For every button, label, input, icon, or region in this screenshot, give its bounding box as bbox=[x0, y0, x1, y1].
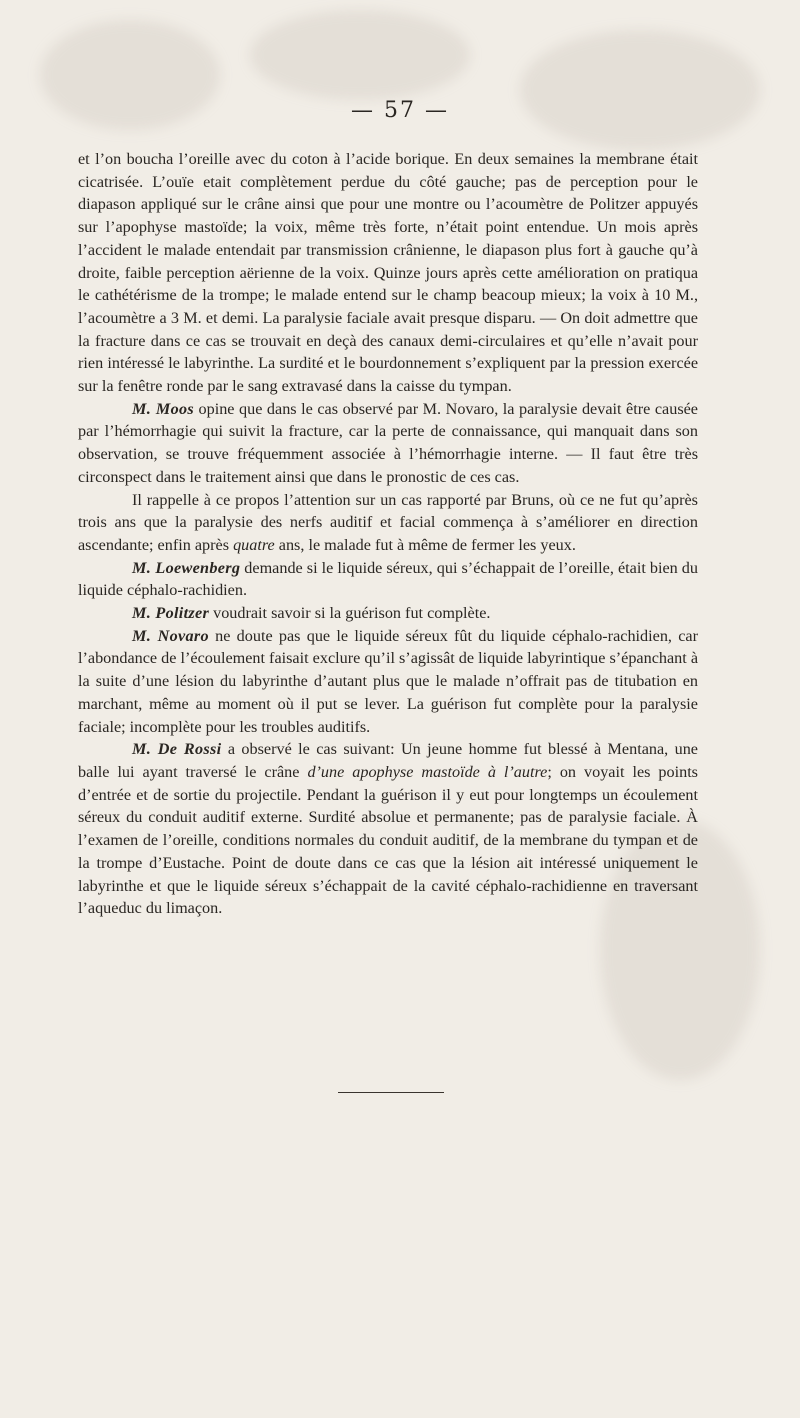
paragraph bbox=[78, 738, 698, 920]
paragraph bbox=[78, 398, 698, 489]
speaker-name: M. Politzer bbox=[132, 604, 210, 623]
italic-text: quatre bbox=[233, 535, 275, 554]
paper-stain bbox=[520, 30, 760, 150]
text-segment: ans, le malade fut à même de fermer les yeux. bbox=[274, 535, 576, 554]
page-number: — 57 — bbox=[351, 98, 449, 123]
italic-text: d’une apophyse mastoïde à l’autre bbox=[307, 762, 548, 781]
paragraph bbox=[78, 625, 698, 739]
speaker-name: M. Loewenberg bbox=[132, 558, 241, 577]
speaker-name: M. Novaro bbox=[132, 626, 209, 645]
paragraph bbox=[78, 557, 698, 602]
text-segment: ; on voyait les points d’entrée et de sortie du projectile. Pendant la guérison il y eut pour longtemps un écoulement séreux du conduit auditif externe. Surdité absolue et permanente; pas de paralysie faciale. À l’examen de l’oreille, conditions normales du conduit auditif, de la membrane du tympan et de la trompe d’Eustache. Point de doute dans ce cas que la lésion ait intéressé uniquement le labyrinthe et que le liquide séreux s’échappait de la cavité céphalo-rachidienne en traversant l’aqueduc du limaçon. bbox=[78, 762, 698, 918]
text-segment: a observé le cas suivant: Un jeune homme fut blessé à Mentana, une balle lui ayant traversé le crâne bbox=[78, 740, 698, 781]
speaker-name: M. Moos bbox=[132, 399, 194, 418]
paper-stain bbox=[250, 10, 470, 100]
text-segment: voudrait savoir si la guérison fut complète. bbox=[209, 604, 491, 623]
text-segment: et l’on boucha l’oreille avec du coton à l’acide borique. En deux semaines la membrane était cicatrisée. L’ouïe etait complètement perdue du côté gauche; pas de perception pour le diapason appliqué sur le crâne ainsi que pour une montre ou l’acoumètre de Politzer appuyés sur l’apophyse mastoïde; la voix, même très forte, n’était point entendue. Un mois après l’accident le malade entendait par transmission crânienne, le diapason plus fort à gauche qu’à droite, faible perception aërienne de la voix. Quinze jours après cette amélioration on pratiqua le cathétérisme de la trompe; le malade entend sur le champ beacoup mieux; la voix à 10 M., l’acoumètre a 3 M. et demi. La paralysie faciale avait presque disparu. — On doit admettre que la fracture dans ce cas se trouvait en deçà des canaux demi-circulaires et qu’elle n’avait pour rien intéressé le labyrinthe. La surdité et le bourdonnement s’expliquent par la pression exercée sur la fenêtre ronde par le sang extravasé dans la caisse du tympan. bbox=[78, 150, 698, 396]
text-segment: ne doute pas que le liquide séreux fût du liquide céphalo-rachidien, car l’abondance de l’écoulement faisait exclure qu’il s’agissât de liquide labyrintique s’épanchant à la suite d’une lésion du labyrinthe d’autant plus que le malade n’offrait pas de titubation en marchant, même au moment où il put se lever. La guérison fut complète pour la paralysie faciale; incomplète pour les troubles auditifs. bbox=[78, 626, 698, 736]
text-segment: Il rappelle à ce propos l’attention sur un cas rapporté par Bruns, où ce ne fut qu’après trois ans que la paralysie des nerfs auditif et facial commença à s’améliorer en direction ascendante; enfin après bbox=[78, 490, 698, 554]
paragraph bbox=[78, 489, 698, 557]
text-segment: demande si le liquide séreux, qui s’échappait de l’oreille, était bien du liquide céphalo-rachidien. bbox=[78, 558, 698, 600]
paragraph bbox=[78, 148, 698, 398]
body-text bbox=[78, 148, 698, 920]
speaker-name: M. De Rossi bbox=[132, 740, 222, 759]
paragraph bbox=[78, 602, 698, 625]
text-segment: opine que dans le cas observé par M. Novaro, la paralysie devait être causée par l’hémorrhagie qui suivit la fracture, car la perte de connaissance, qui manquait dans son observation, se trouve fréquemment associée à l’hémorrhagie interne. — Il faut être très circonspect dans le traitement ainsi que dans le pronostic de ces cas. bbox=[78, 399, 698, 486]
section-rule bbox=[338, 1092, 444, 1093]
